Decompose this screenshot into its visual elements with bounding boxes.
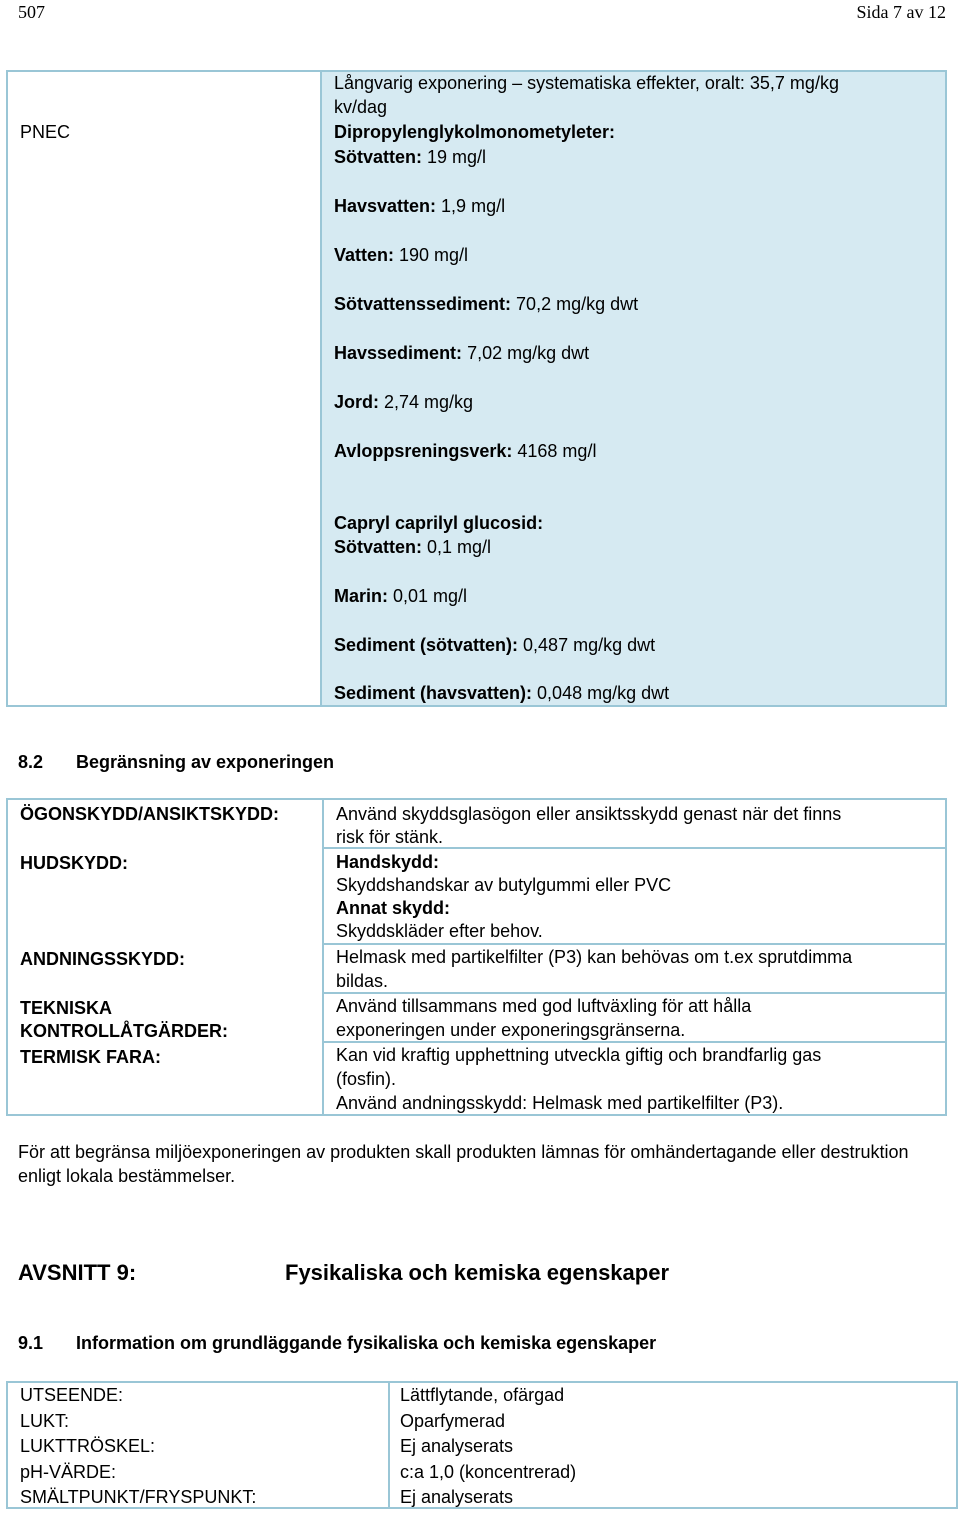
page-number: 507 [18,2,45,22]
technical-controls-label-2: KONTROLLÅTGÄRDER: [20,1021,228,1041]
column-divider [388,1383,390,1507]
property-value: Ej analyserats [400,1487,514,1508]
section-8-2-heading: 8.2 Begränsning av exponeringen [18,752,335,772]
property-label: SMÄLTPUNKT/FRYSPUNKT: [20,1487,257,1508]
pnec-line: Sediment (havsvatten): 0,048 mg/kg dwt [334,683,670,703]
technical-controls-label-1: TEKNISKA [20,998,113,1018]
hand-protection-label: Handskydd: [336,852,440,872]
skin-protection-row [324,849,945,945]
pnec-line: Marin: 0,01 mg/l [334,586,468,606]
protection-value-column [324,800,945,1114]
pnec-label-cell [8,72,322,705]
pnec-table [6,70,947,707]
pnec-line: Avloppsreningsverk: 4168 mg/l [334,441,597,461]
pnec-line: Vatten: 190 mg/l [334,245,469,265]
thermal-hazard-row [324,1043,945,1116]
hand-protection-value: Skyddshandskar av butylgummi eller PVC [336,875,672,895]
protection-label-column [8,800,324,1114]
respiratory-protection-row [324,945,945,994]
pnec-line: Dipropylenglykolmonometyleter: [334,122,616,142]
pnec-line: Jord: 2,74 mg/kg [334,392,474,412]
respiratory-protection-value: bildas. [336,971,389,991]
property-label: UTSEENDE: [20,1385,124,1405]
property-label: LUKT: [20,1410,70,1431]
property-value: Lättflytande, ofärgad [400,1385,565,1405]
pnec-line: Havssediment: 7,02 mg/kg dwt [334,343,590,363]
section-9-label: AVSNITT 9: [18,1260,137,1285]
property-label: pH-VÄRDE: [20,1461,117,1482]
property-label: LUKTTRÖSKEL: [20,1436,156,1457]
thermal-hazard-value: Använd andningsskydd: Helmask med partikelfilter (P3). [336,1093,784,1113]
pnec-line: Sötvatten: 19 mg/l [334,147,487,167]
other-protection-label: Annat skydd: [336,898,451,918]
property-value: Ej analyserats [400,1436,514,1457]
eye-protection-row [324,800,945,849]
respiratory-protection-value: Helmask med partikelfilter (P3) kan behövas om t.ex sprutdimma [336,947,853,967]
environment-paragraph: För att begränsa miljöexponeringen av produkten skall produkten lämnas för omhändertagande eller destruktion enligt lokala bestämmelser. [18,1142,909,1186]
thermal-hazard-value: (fosfin). [336,1069,397,1089]
section-9-1-heading: 9.1 Information om grundläggande fysikaliska och kemiska egenskaper [18,1333,657,1353]
pnec-line: Långvarig exponering – systematiska effekter, oralt: 35,7 mg/kg [334,73,839,93]
pnec-values-cell [322,72,945,705]
pnec-line: kv/dag [334,97,388,117]
thermal-hazard-label: TERMISK FARA: [20,1047,161,1067]
pnec-line: Sötvatten: 0,1 mg/l [334,537,492,557]
pnec-line: Sötvattenssediment: 70,2 mg/kg dwt [334,294,639,314]
property-value: Oparfymerad [400,1410,506,1431]
thermal-hazard-value: Kan vid kraftig upphettning utveckla giftig och brandfarlig gas [336,1045,822,1065]
protection-table [6,798,947,1116]
property-value: c:a 1,0 (koncentrerad) [400,1461,577,1482]
technical-controls-value: exponeringen under exponeringsgränserna. [336,1020,686,1040]
pnec-line: Havsvatten: 1,9 mg/l [334,196,506,216]
pnec-line: Sediment (sötvatten): 0,487 mg/kg dwt [334,635,656,655]
respiratory-protection-label: ANDNINGSSKYDD: [20,949,186,969]
pnec-line: Capryl caprilyl glucosid: [334,513,544,533]
skin-protection-label: HUDSKYDD: [20,853,128,873]
section-9-title: Fysikaliska och kemiska egenskaper [285,1260,670,1285]
other-protection-value: Skyddskläder efter behov. [336,921,543,941]
eye-protection-value: risk för stänk. [336,827,444,847]
eye-protection-label: ÖGONSKYDD/ANSIKTSKYDD: [20,804,280,824]
technical-controls-row [324,994,945,1043]
technical-controls-value: Använd tillsammans med god luftväxling för att hålla [336,996,752,1016]
pnec-label: PNEC [20,122,71,142]
properties-table [6,1381,958,1509]
page-indicator: Sida 7 av 12 [856,2,946,22]
eye-protection-value: Använd skyddsglasögon eller ansiktsskydd genast när det finns [336,804,842,824]
